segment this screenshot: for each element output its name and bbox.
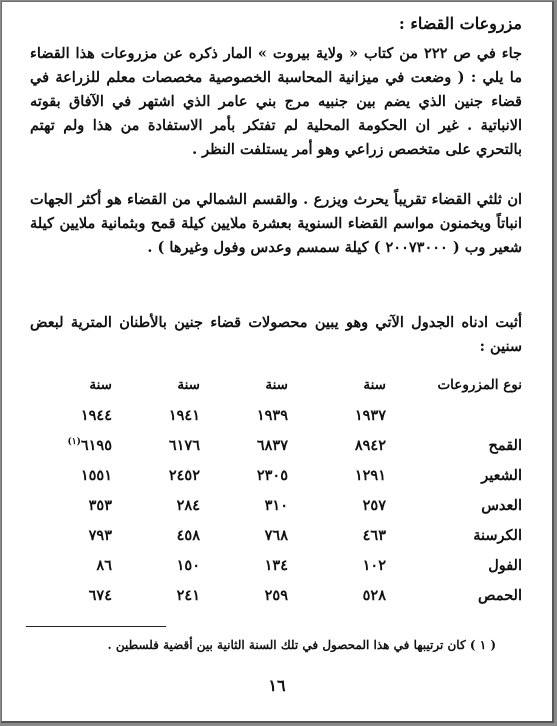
value-cell: ٢٤٥٢ <box>168 467 200 484</box>
year-word-header: سنة <box>363 377 386 393</box>
value-cell: ١٣٤ <box>264 557 288 574</box>
crop-name: الفول <box>488 557 522 574</box>
paragraph-text: ان ثلثي القضاء تقريباً يحرث ويزرع . والقسم الشمالي من القضاء هو أكثر الجهات انباتاً ويخمنون مواسم القضاء السنوية بعشرة ملايين كيلة قمح وبثمانية ملايين كيلة شعير وب ( ٢٠٠٧٣٠٠٠ ) كيلة سمسم وعدس وفول وغيرها ) . <box>30 191 522 256</box>
value-cell: ٢٤١ <box>176 587 200 604</box>
table-row <box>30 557 522 587</box>
table-row <box>30 497 522 527</box>
footnote-divider <box>26 626 166 627</box>
year-cell: ١٩٤١ <box>168 407 200 424</box>
footnote-mark: (١) <box>67 437 81 448</box>
crop-name: العدس <box>481 497 522 514</box>
value-cell: ٣٥٣ <box>88 497 112 514</box>
table-header-row <box>30 377 522 407</box>
footnote: ( ١ ) كان ترتيبها في هذا المحصول في تلك السنة الثانية بين أقضية فلسطين . <box>107 638 496 652</box>
year-word-header: سنة <box>265 377 288 393</box>
year-cell: ١٩٤٤ <box>80 407 112 424</box>
value-cell: ١٥٥١ <box>80 467 112 484</box>
value-cell: ٦٨٣٧ <box>256 437 288 454</box>
value-cell-with-note <box>67 437 112 454</box>
table-row <box>30 437 522 467</box>
table-row <box>30 527 522 557</box>
crops-table <box>30 377 522 617</box>
years-row <box>30 407 522 437</box>
paragraph-3 <box>30 311 522 359</box>
value-cell: ٨٩٤٢ <box>354 437 386 454</box>
value-cell: ٧٩٣ <box>88 527 112 544</box>
year-word-header: سنة <box>89 377 112 393</box>
value-cell: ١٠٢ <box>362 557 386 574</box>
value-cell: ٣١٠ <box>264 497 288 514</box>
section-heading: مزروعات القضاء : <box>398 14 522 33</box>
value-cell: ١٥٠ <box>176 557 200 574</box>
value-cell: ٧٦٨ <box>264 527 288 544</box>
table-row <box>30 467 522 497</box>
value-cell: ١٢٩١ <box>354 467 386 484</box>
value-cell: ٢٥٩ <box>264 587 288 604</box>
paragraph-2 <box>30 188 522 260</box>
page-number: ١٦ <box>268 676 286 695</box>
value-cell: ٤٥٨ <box>176 527 200 544</box>
year-word-header: سنة <box>177 377 200 393</box>
table-row <box>30 587 522 617</box>
value-cell: ٦١٩٥ <box>80 437 112 454</box>
crop-name: الشعير <box>481 467 522 484</box>
value-cell: ٦٧٤ <box>88 587 112 604</box>
value-cell: ٦١٧٦ <box>168 437 200 454</box>
crop-name: الحمص <box>478 587 522 604</box>
book-page <box>1 1 554 723</box>
paragraph-text: أثبت ادناه الجدول الآتي وهو يبين محصولات قضاء جنين بالأطنان المترية لبعض سنين : <box>30 314 522 355</box>
value-cell: ٢٨٤ <box>176 497 200 514</box>
value-cell: ٥٢٨ <box>362 587 386 604</box>
value-cell: ٢٣٠٥ <box>256 467 288 484</box>
value-cell: ٤٦٣ <box>362 527 386 544</box>
paragraph-1 <box>30 42 522 162</box>
year-cell: ١٩٣٩ <box>256 407 288 424</box>
value-cell: ٢٥٧ <box>362 497 386 514</box>
crop-name: الكرسنة <box>473 527 522 544</box>
value-cell: ٨٦ <box>96 557 112 574</box>
paragraph-text: جاء في ص ٢٢٢ من كتاب « ولاية بيروت » المار ذكره عن مزروعات هذا القضاء ما يلي : ( وضعت في ميزانية المحاسبة الخصوصية مخصصات معلم للزراعة في قضاء جنين الذي يضم بين جنبيه مرج بني عامر الذي اشتهر في الآفاق بقوته الانباتية . غير ان الحكومة المحلية لم تفتكر بأمر الاستفادة من هذا ولم تهتم بالتحري على متخصص زراعي وهو أمر يستلفت النظر . <box>30 45 522 158</box>
year-cell: ١٩٣٧ <box>354 407 386 424</box>
crop-name: القمح <box>488 437 522 454</box>
crop-type-header: نوع المزروعات <box>437 377 522 393</box>
